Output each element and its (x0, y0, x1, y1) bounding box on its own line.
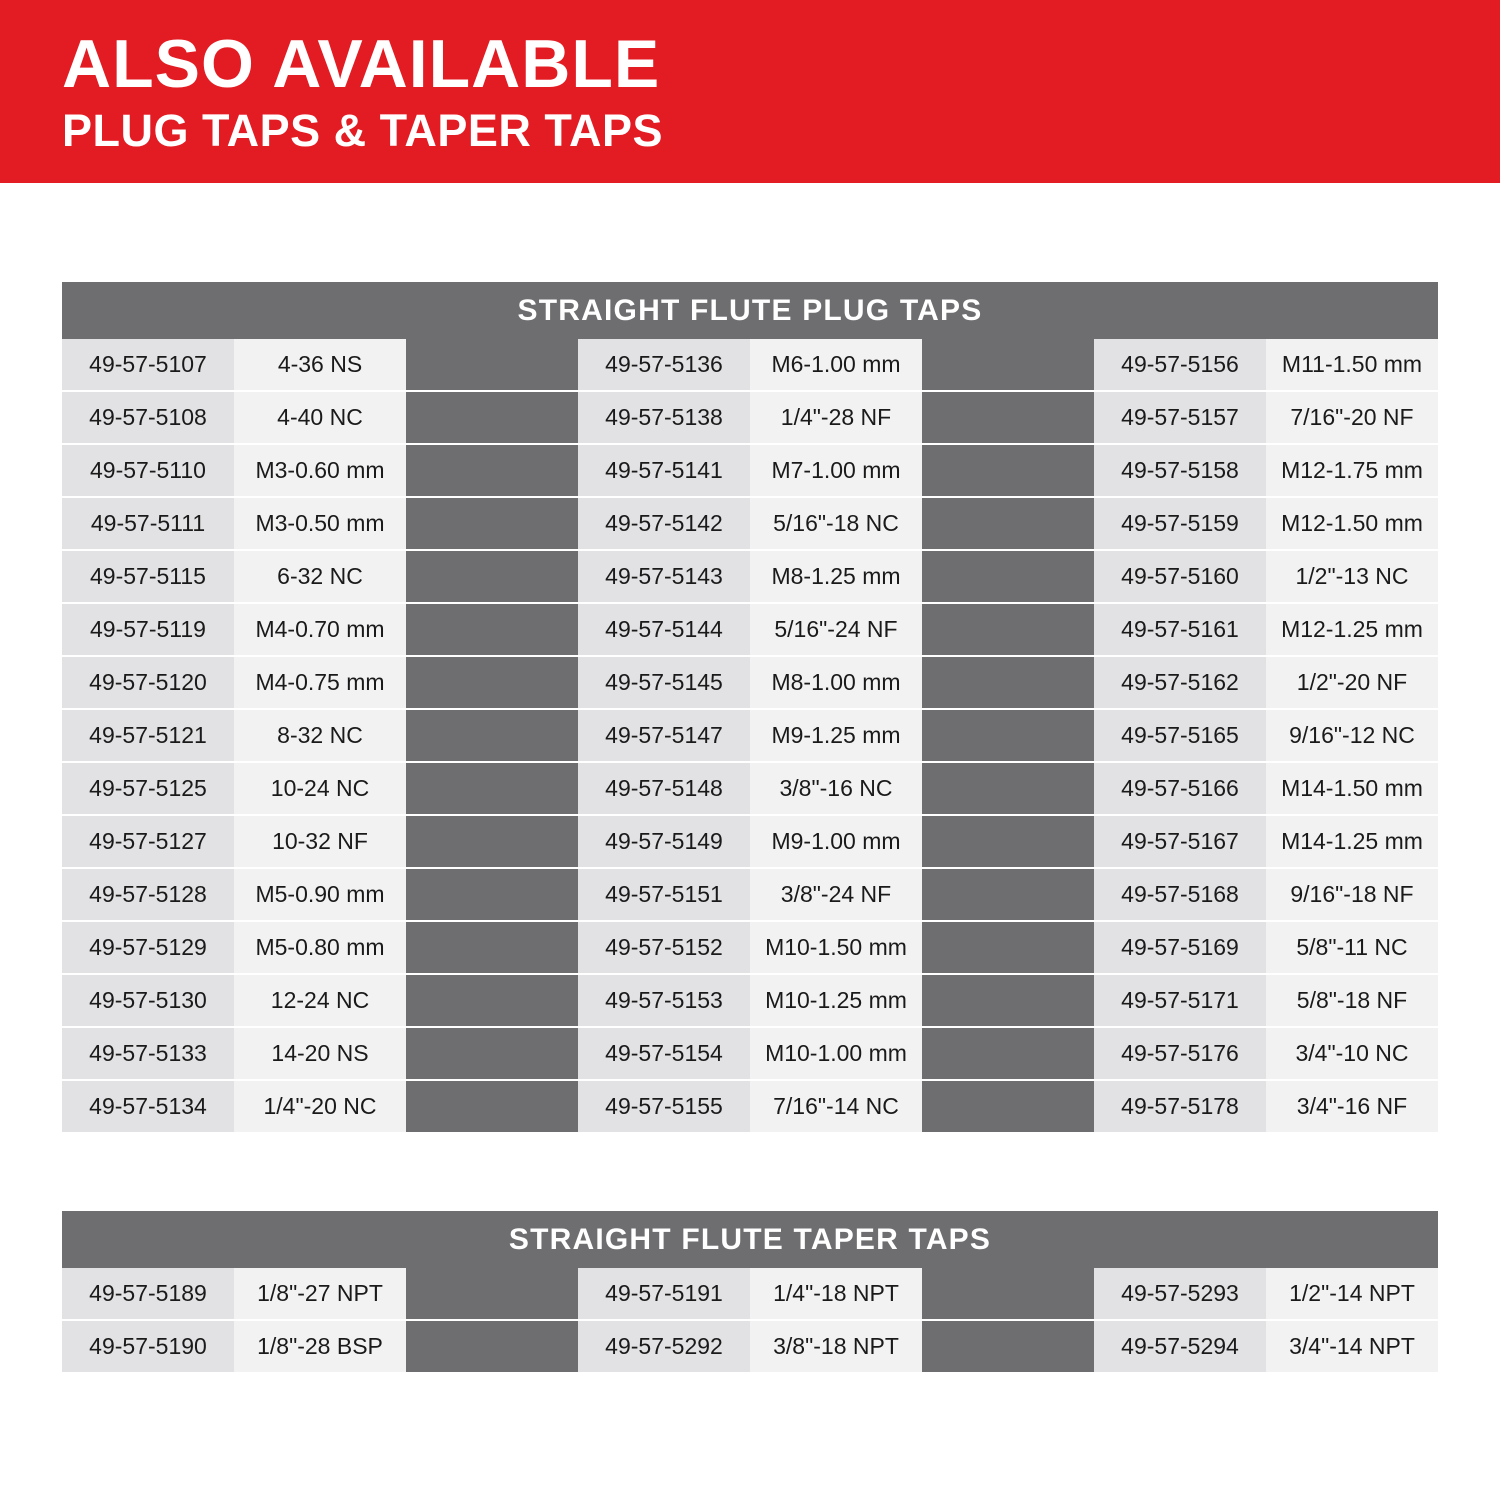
size-cell: 8-32 NC (234, 709, 406, 762)
sku-cell: 49-57-5292 (578, 1320, 750, 1373)
sku-cell: 49-57-5125 (62, 762, 234, 815)
sku-cell: 49-57-5294 (1094, 1320, 1266, 1373)
sku-cell: 49-57-5111 (62, 497, 234, 550)
column-divider (406, 815, 578, 868)
size-cell: 10-24 NC (234, 762, 406, 815)
size-cell: 14-20 NS (234, 1027, 406, 1080)
sku-cell: 49-57-5144 (578, 603, 750, 656)
size-cell: 3/8"-18 NPT (750, 1320, 922, 1373)
size-cell: M3-0.50 mm (234, 497, 406, 550)
column-divider (922, 1320, 1094, 1373)
size-cell: 5/8"-11 NC (1266, 921, 1438, 974)
size-cell: 4-40 NC (234, 391, 406, 444)
page-subtitle: PLUG TAPS & TAPER TAPS (62, 105, 664, 157)
column-divider (922, 656, 1094, 709)
size-cell: 5/8"-18 NF (1266, 974, 1438, 1027)
sku-cell: 49-57-5145 (578, 656, 750, 709)
sku-cell: 49-57-5165 (1094, 709, 1266, 762)
sku-cell: 49-57-5161 (1094, 603, 1266, 656)
size-cell: M11-1.50 mm (1266, 339, 1438, 391)
sku-cell: 49-57-5154 (578, 1027, 750, 1080)
size-cell: M5-0.80 mm (234, 921, 406, 974)
sku-cell: 49-57-5190 (62, 1320, 234, 1373)
sku-cell: 49-57-5115 (62, 550, 234, 603)
sku-cell: 49-57-5171 (1094, 974, 1266, 1027)
size-cell: 5/16"-24 NF (750, 603, 922, 656)
spacer-above-first-table (0, 183, 1500, 282)
table-section-header-row (62, 282, 1438, 339)
column-divider (922, 921, 1094, 974)
column-divider (406, 868, 578, 921)
column-divider (406, 1268, 578, 1320)
column-divider (922, 1268, 1094, 1320)
size-cell: 3/8"-24 NF (750, 868, 922, 921)
sku-cell: 49-57-5168 (1094, 868, 1266, 921)
size-cell: M4-0.70 mm (234, 603, 406, 656)
column-divider (922, 709, 1094, 762)
column-divider (406, 921, 578, 974)
sku-cell: 49-57-5178 (1094, 1080, 1266, 1133)
table-row (62, 656, 1438, 709)
table-section-header-row (62, 1211, 1438, 1268)
size-cell: 3/4"-14 NPT (1266, 1320, 1438, 1373)
sku-cell: 49-57-5142 (578, 497, 750, 550)
size-cell: 10-32 NF (234, 815, 406, 868)
table-row (62, 815, 1438, 868)
sku-cell: 49-57-5166 (1094, 762, 1266, 815)
column-divider (406, 391, 578, 444)
sku-cell: 49-57-5134 (62, 1080, 234, 1133)
size-cell: 3/4"-16 NF (1266, 1080, 1438, 1133)
column-divider (406, 603, 578, 656)
plug-taps-table (62, 282, 1438, 1134)
taper-taps-table-container (62, 1211, 1438, 1374)
sku-cell: 49-57-5153 (578, 974, 750, 1027)
table-row (62, 391, 1438, 444)
table-row (62, 974, 1438, 1027)
size-cell: 1/4"-18 NPT (750, 1268, 922, 1320)
size-cell: M9-1.25 mm (750, 709, 922, 762)
sku-cell: 49-57-5120 (62, 656, 234, 709)
column-divider (406, 550, 578, 603)
size-cell: 1/2"-13 NC (1266, 550, 1438, 603)
sku-cell: 49-57-5147 (578, 709, 750, 762)
column-divider (406, 656, 578, 709)
column-divider (922, 550, 1094, 603)
size-cell: M10-1.00 mm (750, 1027, 922, 1080)
table-row (62, 339, 1438, 391)
table-row (62, 868, 1438, 921)
table-row (62, 921, 1438, 974)
taper-taps-table-body (62, 1211, 1438, 1373)
table-row (62, 1080, 1438, 1133)
table-row (62, 444, 1438, 497)
plug-taps-table-body (62, 282, 1438, 1133)
sku-cell: 49-57-5127 (62, 815, 234, 868)
sku-cell: 49-57-5156 (1094, 339, 1266, 391)
sku-cell: 49-57-5167 (1094, 815, 1266, 868)
table-row (62, 1320, 1438, 1373)
column-divider (922, 1080, 1094, 1133)
column-divider (406, 444, 578, 497)
column-divider (922, 815, 1094, 868)
size-cell: 9/16"-18 NF (1266, 868, 1438, 921)
column-divider (922, 444, 1094, 497)
column-divider (922, 391, 1094, 444)
size-cell: M10-1.50 mm (750, 921, 922, 974)
size-cell: M8-1.25 mm (750, 550, 922, 603)
column-divider (406, 762, 578, 815)
size-cell: M14-1.25 mm (1266, 815, 1438, 868)
sku-cell: 49-57-5159 (1094, 497, 1266, 550)
sku-cell: 49-57-5133 (62, 1027, 234, 1080)
column-divider (922, 762, 1094, 815)
sku-cell: 49-57-5136 (578, 339, 750, 391)
column-divider (406, 1027, 578, 1080)
size-cell: 3/4"-10 NC (1266, 1027, 1438, 1080)
sku-cell: 49-57-5108 (62, 391, 234, 444)
sku-cell: 49-57-5160 (1094, 550, 1266, 603)
sku-cell: 49-57-5148 (578, 762, 750, 815)
sku-cell: 49-57-5189 (62, 1268, 234, 1320)
size-cell: 3/8"-16 NC (750, 762, 922, 815)
sku-cell: 49-57-5121 (62, 709, 234, 762)
sku-cell: 49-57-5151 (578, 868, 750, 921)
taper-taps-table (62, 1211, 1438, 1374)
column-divider (406, 1320, 578, 1373)
plug-taps-table-container (62, 282, 1438, 1134)
sku-cell: 49-57-5169 (1094, 921, 1266, 974)
column-divider (922, 868, 1094, 921)
column-divider (406, 339, 578, 391)
size-cell: M4-0.75 mm (234, 656, 406, 709)
size-cell: 5/16"-18 NC (750, 497, 922, 550)
table-row (62, 1027, 1438, 1080)
size-cell: M14-1.50 mm (1266, 762, 1438, 815)
size-cell: M12-1.75 mm (1266, 444, 1438, 497)
sku-cell: 49-57-5149 (578, 815, 750, 868)
column-divider (406, 974, 578, 1027)
table-row (62, 762, 1438, 815)
size-cell: 9/16"-12 NC (1266, 709, 1438, 762)
column-divider (406, 497, 578, 550)
size-cell: M12-1.25 mm (1266, 603, 1438, 656)
page-title: ALSO AVAILABLE (62, 26, 661, 102)
size-cell: M5-0.90 mm (234, 868, 406, 921)
table-row (62, 603, 1438, 656)
table-row (62, 550, 1438, 603)
size-cell: 1/8"-28 BSP (234, 1320, 406, 1373)
sku-cell: 49-57-5130 (62, 974, 234, 1027)
size-cell: 12-24 NC (234, 974, 406, 1027)
size-cell: M12-1.50 mm (1266, 497, 1438, 550)
sku-cell: 49-57-5152 (578, 921, 750, 974)
sku-cell: 49-57-5128 (62, 868, 234, 921)
sku-cell: 49-57-5157 (1094, 391, 1266, 444)
size-cell: M3-0.60 mm (234, 444, 406, 497)
size-cell: 1/2"-14 NPT (1266, 1268, 1438, 1320)
plug-taps-section-title: STRAIGHT FLUTE PLUG TAPS (62, 282, 1438, 339)
size-cell: 4-36 NS (234, 339, 406, 391)
sku-cell: 49-57-5110 (62, 444, 234, 497)
sku-cell: 49-57-5129 (62, 921, 234, 974)
column-divider (922, 1027, 1094, 1080)
spacer-between-tables (0, 1134, 1500, 1211)
column-divider (406, 1080, 578, 1133)
sku-cell: 49-57-5119 (62, 603, 234, 656)
table-row (62, 497, 1438, 550)
taper-taps-section-title: STRAIGHT FLUTE TAPER TAPS (62, 1211, 1438, 1268)
sku-cell: 49-57-5141 (578, 444, 750, 497)
size-cell: M10-1.25 mm (750, 974, 922, 1027)
sku-cell: 49-57-5138 (578, 391, 750, 444)
column-divider (406, 709, 578, 762)
size-cell: M7-1.00 mm (750, 444, 922, 497)
sku-cell: 49-57-5293 (1094, 1268, 1266, 1320)
size-cell: 7/16"-20 NF (1266, 391, 1438, 444)
table-row (62, 709, 1438, 762)
column-divider (922, 497, 1094, 550)
size-cell: 1/8"-27 NPT (234, 1268, 406, 1320)
size-cell: 1/4"-20 NC (234, 1080, 406, 1133)
sku-cell: 49-57-5107 (62, 339, 234, 391)
sku-cell: 49-57-5155 (578, 1080, 750, 1133)
table-row (62, 1268, 1438, 1320)
sku-cell: 49-57-5158 (1094, 444, 1266, 497)
column-divider (922, 603, 1094, 656)
size-cell: 7/16"-14 NC (750, 1080, 922, 1133)
size-cell: M8-1.00 mm (750, 656, 922, 709)
size-cell: M6-1.00 mm (750, 339, 922, 391)
size-cell: M9-1.00 mm (750, 815, 922, 868)
column-divider (922, 974, 1094, 1027)
header-banner (0, 0, 1500, 183)
size-cell: 1/2"-20 NF (1266, 656, 1438, 709)
sku-cell: 49-57-5143 (578, 550, 750, 603)
sku-cell: 49-57-5162 (1094, 656, 1266, 709)
size-cell: 1/4"-28 NF (750, 391, 922, 444)
column-divider (922, 339, 1094, 391)
size-cell: 6-32 NC (234, 550, 406, 603)
sku-cell: 49-57-5191 (578, 1268, 750, 1320)
sku-cell: 49-57-5176 (1094, 1027, 1266, 1080)
